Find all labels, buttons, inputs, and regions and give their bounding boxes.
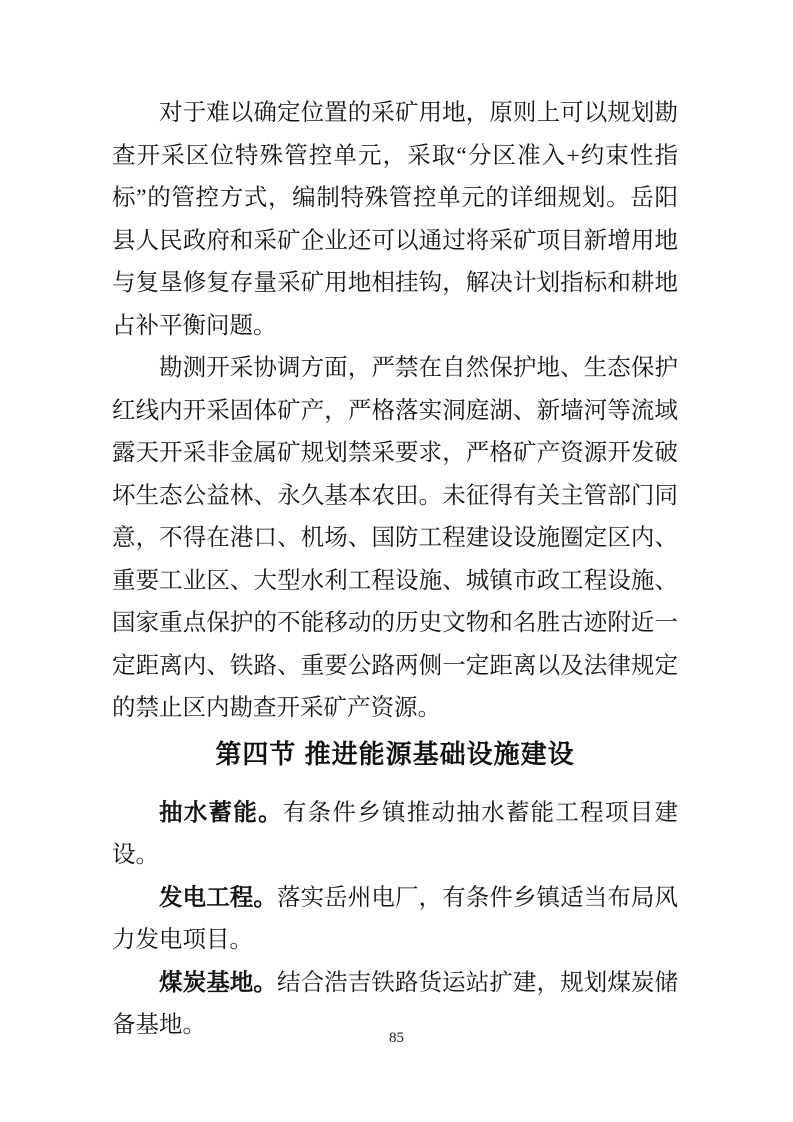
paragraph-lead-label: 抽水蓄能。 bbox=[159, 799, 283, 826]
paragraph-pumped-storage bbox=[112, 792, 678, 877]
paragraph-lead-label: 煤炭基地。 bbox=[159, 969, 277, 996]
paragraph-lead-label: 发电工程。 bbox=[159, 884, 277, 911]
paragraph-body-text: 有条件乡镇推动抽水蓄能工程项目建设。 bbox=[112, 799, 678, 868]
paragraph-power-generation bbox=[112, 877, 678, 962]
paragraph-survey-mining-coordination: 勘测开采协调方面，严禁在自然保护地、生态保护红线内开采固体矿产，严格落实洞庭湖、新墙河等流域露天开采非金属矿规划禁采要求，严格矿产资源开发破坏生态公益林、永久基本农田。未征得有关主管部门同意，不得在港口、机场、国防工程建设设施圈定区内、重要工业区、大型水利工程设施、城镇市政工程设施、国家重点保护的不能移动的历史文物和名胜古迹附近一定距离内、铁路、重要公路两侧一定距离以及法律规定的禁止区内勘查开采矿产资源。 bbox=[112, 355, 678, 721]
section-heading-energy-infrastructure: 第四节 推进能源基础设施建设 bbox=[215, 738, 575, 769]
paragraph-mining-land-control: 对于难以确定位置的采矿用地，原则上可以规划勘查开采区位特殊管控单元，采取“分区准入+约束性指标”的管控方式，编制特殊管控单元的详细规划。岳阳县人民政府和采矿企业还可以通过将采矿项目新增用地与复垦修复存量采矿用地相挂钩，解决计划指标和耕地占补平衡问题。 bbox=[112, 100, 678, 339]
paragraph-body-text: 结合浩吉铁路货运站扩建，规划煤炭储备基地。 bbox=[112, 969, 679, 1038]
paragraph-body-text: 落实岳州电厂，有条件乡镇适当布局风力发电项目。 bbox=[112, 884, 679, 953]
page-number: 85 bbox=[389, 1030, 404, 1046]
page-content bbox=[112, 92, 678, 1047]
